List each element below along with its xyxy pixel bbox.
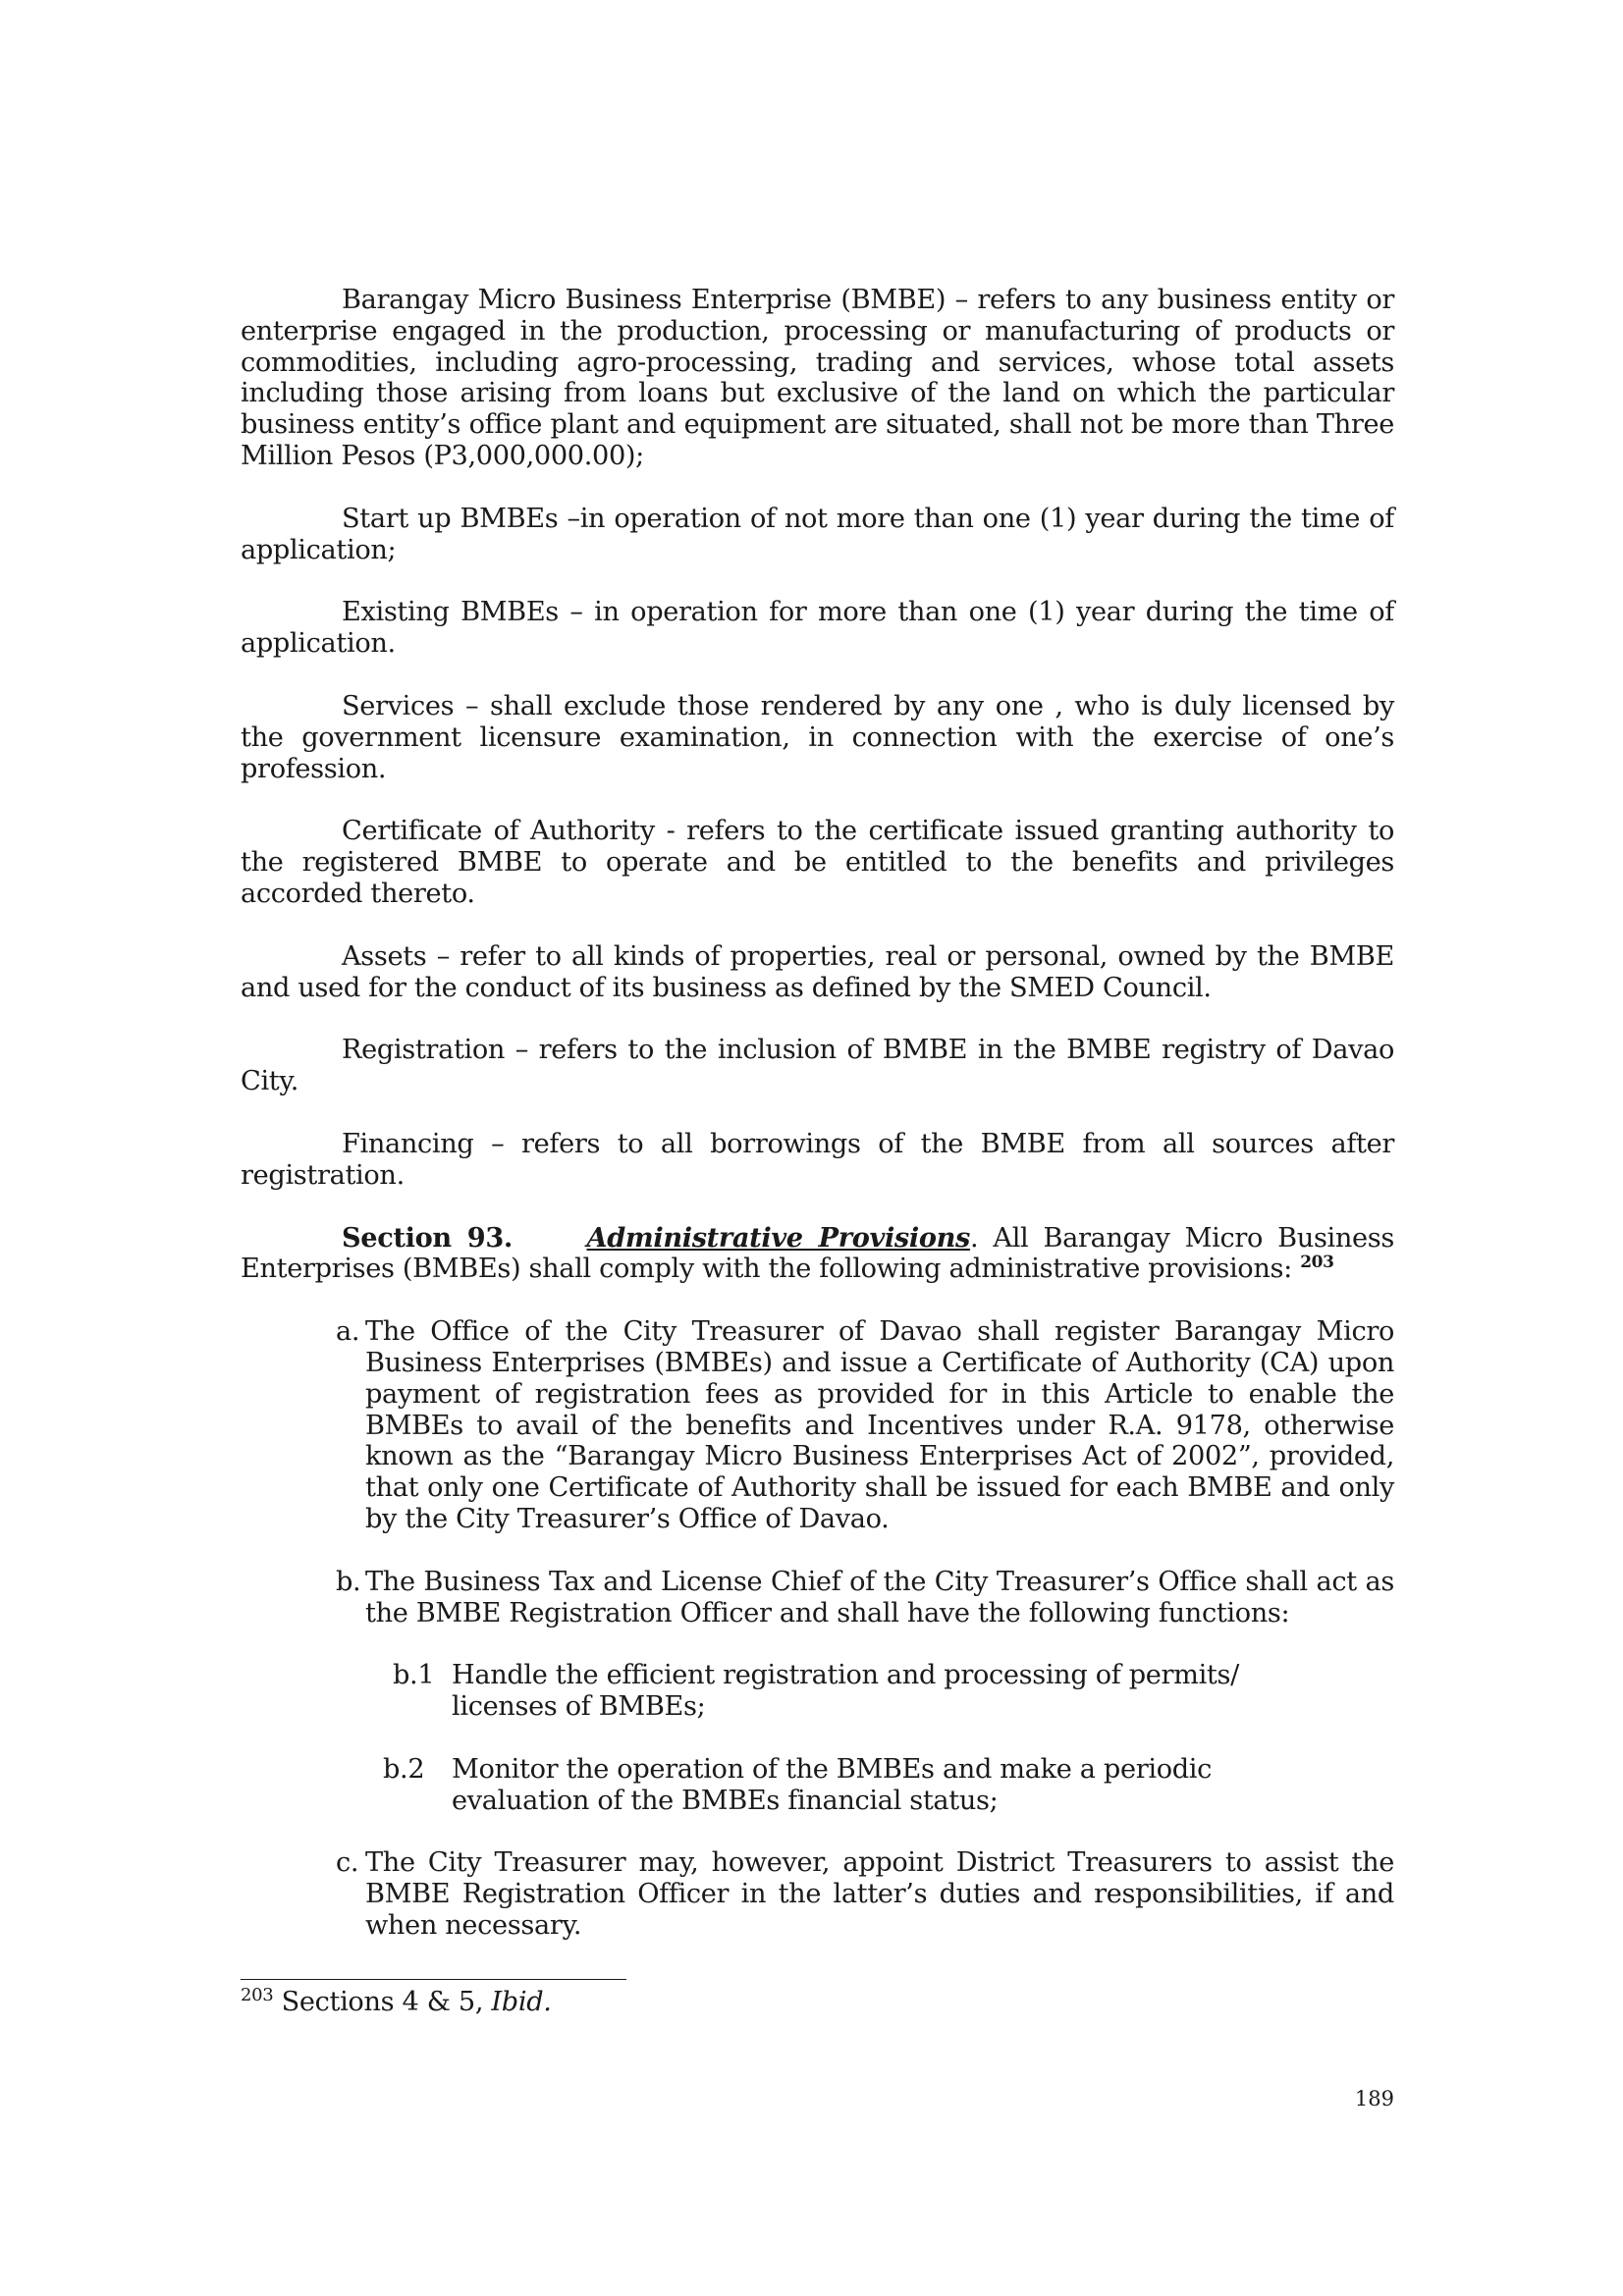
list-item-text: The Business Tax and License Chief of the City Treasurer’s Office shall act as the BMBE Registration Officer and shall have the following functions: (365, 1566, 1394, 1629)
definition-registration: Registration – refers to the inclusion of BMBE in the BMBE registry of Davao City. (241, 1035, 1394, 1097)
list-item (241, 1316, 1394, 1535)
provisions-list (241, 1316, 1394, 1942)
page-body (241, 285, 1394, 1973)
sub-list-item-text-line2: licenses of BMBEs; (452, 1691, 706, 1723)
list-item-text: The Office of the City Treasurer of Davao shall register Barangay Micro Business Enterprises (BMBEs) and issue a Certificate of Authority (CA) upon payment of registration fees as provided for in this Article to enable the BMBEs to avail of the benefits and Incentives under R.A. 9178, otherwise known as the “Barangay Micro Business Enterprises Act of 2002”, provided, that only one Certificate of Authority shall be issued for each BMBE and only by the City Treasurer’s Office of Davao. (365, 1316, 1394, 1534)
list-marker: b. (336, 1566, 361, 1597)
section-number: Section 93. (342, 1221, 513, 1254)
section-93-intro (241, 1223, 1394, 1286)
definition-financing: Financing – refers to all borrowings of the BMBE from all sources after registration. (241, 1128, 1394, 1191)
definition-certificate-of-authority: Certificate of Authority - refers to the certificate issued granting authority to the registered BMBE to operate and be entitled to the benefits and privileges accorded thereto. (241, 816, 1394, 909)
definition-assets: Assets – refer to all kinds of properties, real or personal, owned by the BMBE and used for the conduct of its business as defined by the SMED Council. (241, 940, 1394, 1003)
definition-startup-bmbes: Start up BMBEs –in operation of not more than one (1) year during the time of application; (241, 503, 1394, 565)
list-item (241, 1567, 1394, 1629)
footnote-reference[interactable]: 203 (1300, 1253, 1334, 1273)
sub-list-item-text-line1: Monitor the operation of the BMBEs and make a periodic (452, 1753, 1212, 1785)
list-marker: a. (336, 1316, 360, 1348)
sub-list-item (241, 1660, 1394, 1723)
page-number: 189 (1354, 2087, 1394, 2110)
footnote-separator (241, 1979, 626, 1980)
definition-services: Services – shall exclude those rendered by any one , who is duly licensed by the government licensure examination, in connection with the exercise of one’s profession. (241, 690, 1394, 784)
definition-bmbe: Barangay Micro Business Enterprise (BMBE) – refers to any business entity or enterprise engaged in the production, processing or manufacturing of products or commodities, including agro-processing, trading and services, whose total assets including those arising from loans but exclusive of the land on which the particular business entity’s office plant and equipment are situated, shall not be more than Three Million Pesos (P3,000,000.00); (241, 285, 1394, 471)
footnote-ibid: Ibid. (491, 1987, 552, 2017)
footnote (241, 1984, 552, 2018)
sub-list-item-text-line1: Handle the efficient registration and processing of permits/ (452, 1660, 1239, 1691)
sub-list-item (241, 1754, 1394, 1817)
footnote-number: 203 (241, 1984, 274, 2005)
sub-list-marker: b.2 (383, 1753, 425, 1785)
sub-list-item-text-line2: evaluation of the BMBEs financial status; (452, 1785, 999, 1816)
section-title: Administrative Provisions (586, 1221, 971, 1254)
section-intro-text: . All Barangay Micro Business Enterprises (BMBEs) shall comply with the following administrative provisions: (241, 1222, 1394, 1285)
list-marker: c. (336, 1847, 359, 1879)
list-item (241, 1847, 1394, 1941)
footnote-text: Sections 4 & 5, (281, 1987, 492, 2017)
sub-list-marker: b.1 (393, 1660, 435, 1691)
list-item-text: The City Treasurer may, however, appoint District Treasurers to assist the BMBE Registration Officer in the latter’s duties and responsibilities, if and when necessary. (365, 1847, 1394, 1942)
definition-existing-bmbes: Existing BMBEs – in operation for more than one (1) year during the time of application. (241, 597, 1394, 660)
